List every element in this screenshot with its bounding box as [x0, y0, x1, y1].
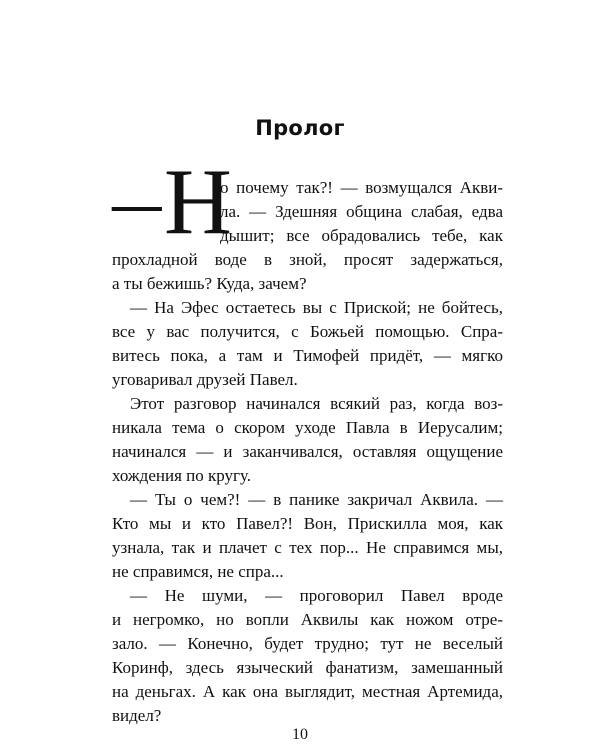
- text-line: а ты бежишь? Куда, зачем?: [112, 274, 307, 293]
- text-line: ла. — Здешняя община слабая, едва: [220, 202, 503, 221]
- text-line: видел?: [112, 706, 162, 725]
- drop-cap: [112, 150, 232, 254]
- text-line: уговаривал друзей Павел.: [112, 370, 298, 389]
- text-line: — Не шуми, — проговорил Павел вроде: [130, 586, 503, 605]
- text-line: о почему так?! — возмущался Акви-: [220, 178, 503, 197]
- page-number: 10: [292, 726, 308, 743]
- text-line: прохладной воде в зной, просят задержаться,: [112, 250, 503, 269]
- drop-cap-dash: —: [112, 158, 162, 246]
- chapter-title: Пролог: [255, 116, 345, 140]
- text-line: Коринф, здесь языческий фанатизм, замешанный: [112, 658, 503, 677]
- drop-cap-letter: Н: [164, 150, 232, 254]
- text-line: Кто мы и кто Павел?! Вон, Прискилла моя, как: [112, 514, 503, 533]
- text-line: узнала, так и плачет с тех пор... Не справимся мы,: [112, 538, 503, 557]
- text-line: на деньгах. А как она выглядит, местная Артемида,: [112, 682, 503, 701]
- text-line: никала тема о скором уходе Павла в Иерусалим;: [112, 418, 503, 437]
- text-line: начинался — и заканчивался, оставляя ощущение: [112, 442, 503, 461]
- text-line: — Ты о чем?! — в панике закричал Аквила. —: [130, 490, 503, 509]
- text-line: витесь пока, а там и Тимофей придёт, — мягко: [112, 346, 503, 365]
- text-line: зало. — Конечно, будет трудно; тут не веселый: [112, 634, 503, 653]
- text-line: — На Эфес остаетесь вы с Приской; не бойтесь,: [130, 298, 503, 317]
- text-line: Этот разговор начинался всякий раз, когда воз-: [130, 394, 503, 413]
- text-line: и негромко, но вопли Аквилы как ножом отре-: [112, 610, 503, 629]
- text-line: все у вас получится, с Божьей помощью. Спра-: [112, 322, 503, 341]
- text-line: не справимся, не спра...: [112, 562, 284, 581]
- text-line: хождения по кругу.: [112, 466, 252, 485]
- text-line: дышит; все обрадовались тебе, как: [220, 226, 503, 245]
